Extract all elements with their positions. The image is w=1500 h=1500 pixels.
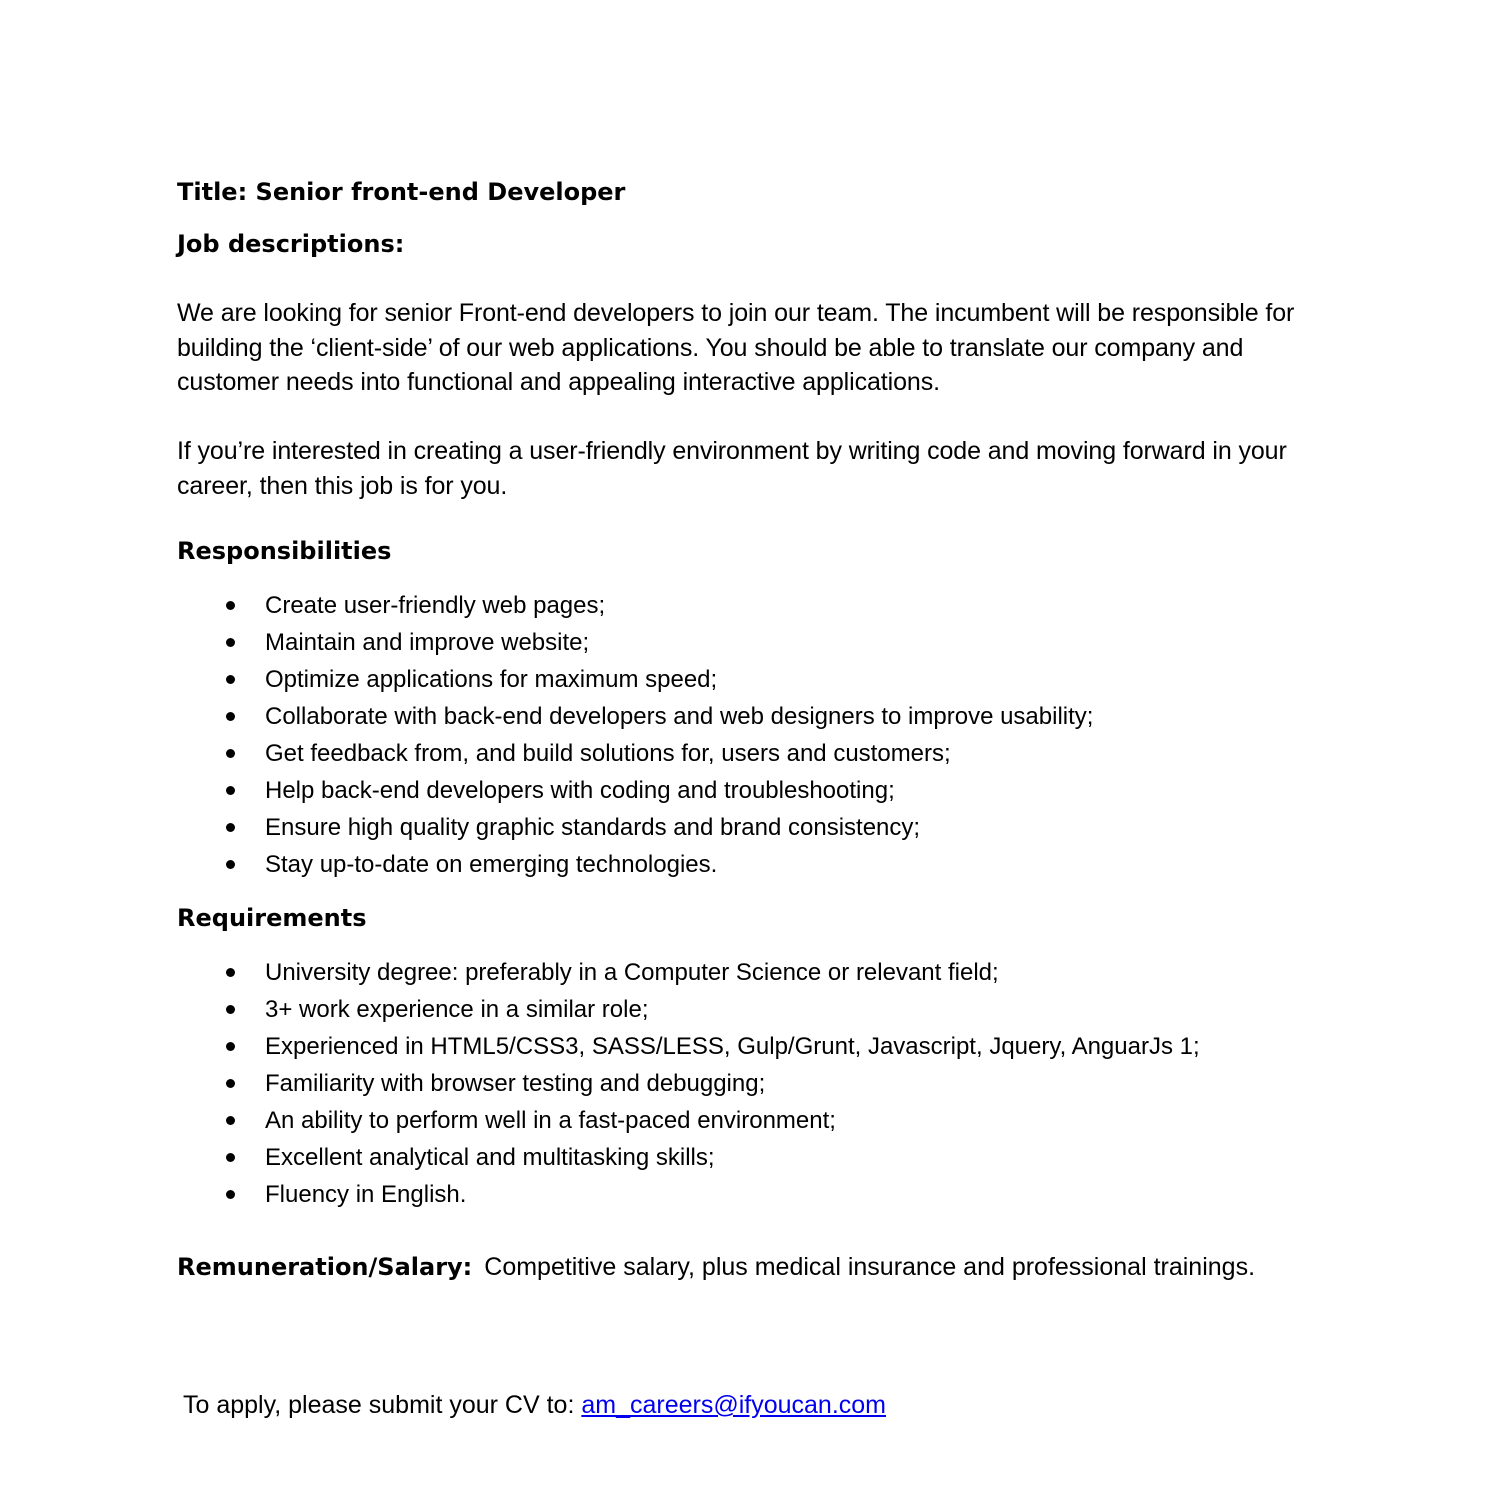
remuneration-line xyxy=(177,1250,1255,1288)
list-item xyxy=(0,772,1093,809)
list-item-text: University degree: preferably in a Computer Science or relevant field; xyxy=(265,959,999,986)
list-item-text: Collaborate with back-end developers and web designers to improve usability; xyxy=(265,703,1094,730)
bullet-icon xyxy=(226,823,235,832)
intro-paragraph: We are looking for senior Front-end developers to join our team. The incumbent will be responsible for building the ‘client-side’ of our web applications. You should be able to translate our company and customer needs into functional and appealing interactive applications. xyxy=(177,299,1295,396)
requirements-list xyxy=(0,954,1200,1213)
list-item-text: 3+ work experience in a similar role; xyxy=(265,996,649,1023)
apply-line xyxy=(183,1388,886,1422)
list-item-text: Optimize applications for maximum speed; xyxy=(265,666,718,693)
list-item xyxy=(0,1065,1200,1102)
apply-email-link[interactable]: am_careers@ifyoucan.com xyxy=(581,1391,887,1419)
list-item xyxy=(0,587,1093,624)
bullet-icon xyxy=(226,1190,235,1199)
list-item-text: Help back-end developers with coding and troubleshooting; xyxy=(265,777,895,804)
bullet-icon xyxy=(226,968,235,977)
bullet-icon xyxy=(226,1116,235,1125)
bullet-icon xyxy=(226,749,235,758)
job-descriptions-heading: Job descriptions: xyxy=(177,230,405,258)
bullet-icon xyxy=(226,712,235,721)
responsibilities-list xyxy=(0,587,1093,883)
list-item-text: Ensure high quality graphic standards and brand consistency; xyxy=(265,814,921,841)
job-title: Title: Senior front-end Developer xyxy=(177,178,626,206)
interest-paragraph: If you’re interested in creating a user-friendly environment by writing code and moving forward in your career, then this job is for you. xyxy=(177,437,1287,500)
list-item xyxy=(0,1102,1200,1139)
list-item xyxy=(0,1139,1200,1176)
bullet-icon xyxy=(226,675,235,684)
bullet-icon xyxy=(226,1005,235,1014)
list-item xyxy=(0,1028,1200,1065)
bullet-icon xyxy=(226,601,235,610)
apply-text: To apply, please submit your CV to: xyxy=(183,1391,582,1419)
list-item-text: Familiarity with browser testing and debugging; xyxy=(265,1070,766,1097)
list-item xyxy=(0,809,1093,846)
list-item xyxy=(0,846,1093,883)
list-item xyxy=(0,698,1093,735)
list-item-text: Create user-friendly web pages; xyxy=(265,592,606,619)
remuneration-value: Competitive salary, plus medical insurance and professional trainings. xyxy=(484,1253,1256,1281)
list-item xyxy=(0,624,1093,661)
requirements-heading: Requirements xyxy=(177,904,367,932)
list-item-text: An ability to perform well in a fast-paced environment; xyxy=(265,1107,836,1134)
list-item-text: Excellent analytical and multitasking skills; xyxy=(265,1144,715,1171)
list-item-text: Get feedback from, and build solutions for, users and customers; xyxy=(265,740,951,767)
bullet-icon xyxy=(226,638,235,647)
responsibilities-heading: Responsibilities xyxy=(177,537,392,565)
bullet-icon xyxy=(226,1153,235,1162)
list-item xyxy=(0,735,1093,772)
bullet-icon xyxy=(226,786,235,795)
list-item xyxy=(0,661,1093,698)
bullet-icon xyxy=(226,1079,235,1088)
list-item-text: Experienced in HTML5/CSS3, SASS/LESS, Gulp/Grunt, Javascript, Jquery, AnguarJs 1; xyxy=(265,1033,1200,1060)
list-item xyxy=(0,954,1200,991)
list-item xyxy=(0,991,1200,1028)
list-item-text: Fluency in English. xyxy=(265,1181,467,1208)
remuneration-label: Remuneration/Salary: xyxy=(177,1253,473,1281)
list-item-text: Maintain and improve website; xyxy=(265,629,590,656)
list-item xyxy=(0,1176,1200,1213)
list-item-text: Stay up-to-date on emerging technologies. xyxy=(265,851,718,878)
bullet-icon xyxy=(226,860,235,869)
bullet-icon xyxy=(226,1042,235,1051)
